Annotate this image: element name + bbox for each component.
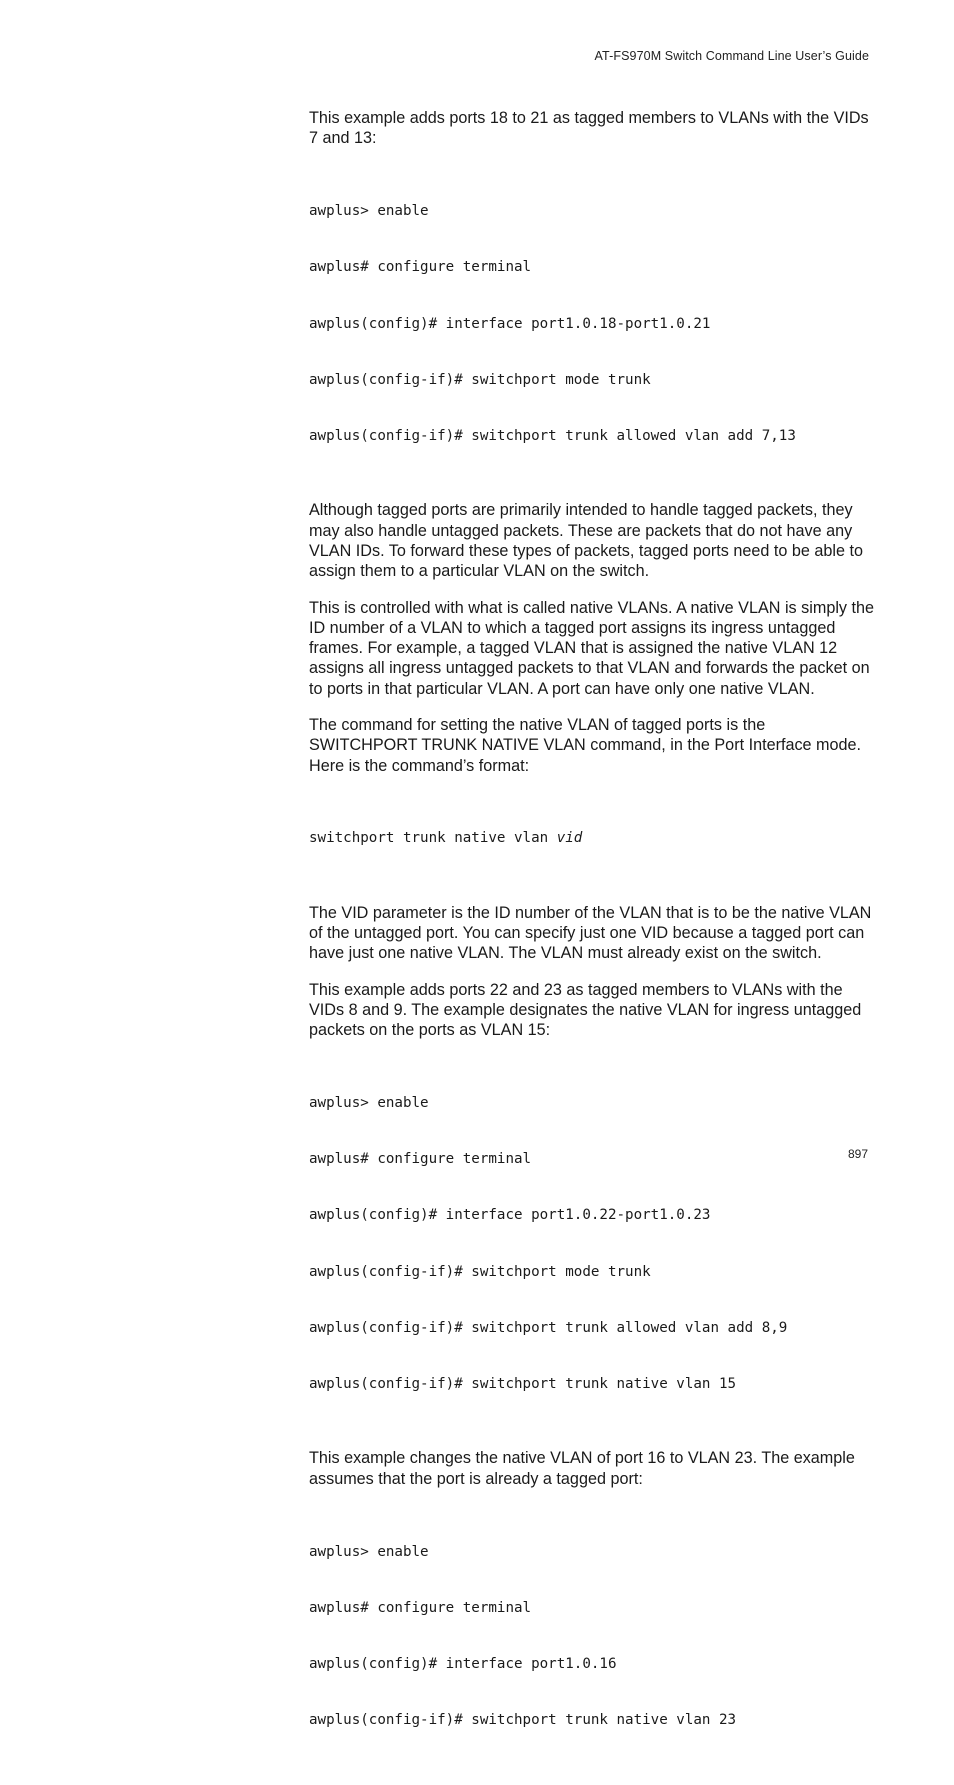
code-line: awplus(config-if)# switchport trunk allowed vlan add 7,13 xyxy=(309,428,796,445)
code-line: awplus# configure terminal xyxy=(309,1599,532,1616)
code-line: awplus> enable xyxy=(309,203,429,220)
paragraph: This example changes the native VLAN of port 16 to VLAN 23. The example assumes that the port is already a tagged port: xyxy=(309,1449,855,1488)
paragraph: This is controlled with what is called native VLANs. A native VLAN is simply the ID number of a VLAN to which a tagged port assigns its ingress untagged frames. For example, a tagged VLAN that is assigned the native VLAN 12 assigns all ingress untagged packets to that VLAN and forwards the packet on to ports in that particular VLAN. A port can have only one native VLAN. xyxy=(309,598,875,698)
syntax-line xyxy=(309,829,875,848)
paragraph: Although tagged ports are primarily intended to handle tagged packets, they may also handle untagged packets. These are packets that do not have any VLAN IDs. To forward these types of packets, tagged ports need to be able to assign them to a particular VLAN on the switch. xyxy=(309,501,864,581)
paragraph: The VID parameter is the ID number of the VLAN that is to be the native VLAN of the untagged port. You can specify just one VID because a tagged port can have just one native VLAN. The VLAN must already exist on the switch. xyxy=(309,903,872,963)
paragraph: This example adds ports 18 to 21 as tagged members to VLANs with the VIDs 7 and 13: xyxy=(309,109,869,148)
code-example xyxy=(309,165,875,484)
code-line: awplus(config-if)# switchport trunk native vlan 15 xyxy=(309,1376,737,1393)
paragraph: The command for setting the native VLAN of tagged ports is the SWITCHPORT TRUNK NATIVE VLAN command, in the Port Interface mode. Here is the command’s format: xyxy=(309,716,862,775)
code-line: awplus> enable xyxy=(309,1094,429,1111)
code-line: awplus(config-if)# switchport mode trunk xyxy=(309,1263,651,1280)
code-line: awplus(config)# interface port1.0.18-port1.0.21 xyxy=(309,315,711,332)
syntax-command: switchport trunk native vlan xyxy=(309,830,557,847)
running-header: AT-FS970M Switch Command Line User’s Guide xyxy=(594,49,869,63)
code-line: awplus(config)# interface port1.0.22-port1.0.23 xyxy=(309,1207,711,1224)
code-line: awplus# configure terminal xyxy=(309,1151,532,1168)
code-example xyxy=(309,1505,875,1768)
paragraph: This example adds ports 22 and 23 as tagged members to VLANs with the VIDs 8 and 9. The example designates the native VLAN for ingress untagged packets on the ports as VLAN 15: xyxy=(309,980,862,1040)
command-syntax xyxy=(309,792,875,886)
code-line: awplus(config-if)# switchport mode trunk xyxy=(309,371,651,388)
code-line: awplus# configure terminal xyxy=(309,259,532,276)
page-number: 897 xyxy=(847,1147,868,1161)
syntax-parameter: vid xyxy=(556,830,583,847)
code-line: awplus> enable xyxy=(309,1543,429,1560)
code-line: awplus(config-if)# switchport trunk native vlan 23 xyxy=(309,1712,737,1729)
page-body xyxy=(309,108,875,1785)
code-line: awplus(config)# interface port1.0.16 xyxy=(309,1656,617,1673)
code-line: awplus(config-if)# switchport trunk allowed vlan add 8,9 xyxy=(309,1319,788,1336)
code-example xyxy=(309,1056,875,1431)
